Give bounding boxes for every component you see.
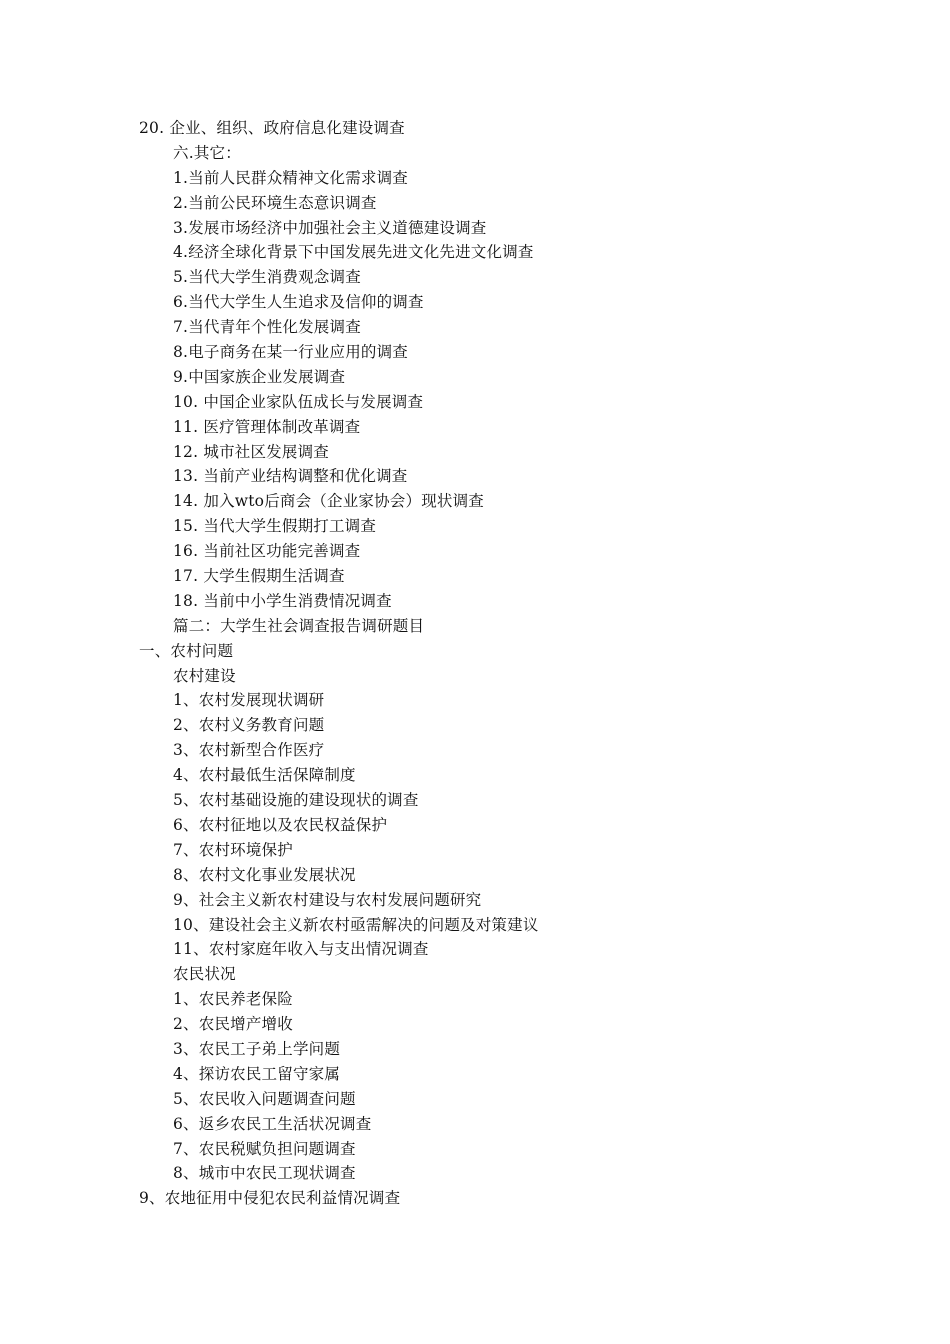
text-line: 六.其它： <box>173 143 241 162</box>
text-line: 6、返乡农民工生活状况调查 <box>173 1114 372 1133</box>
text-line: 农村建设 <box>173 666 236 685</box>
text-line: 20. 企业、组织、政府信息化建设调查 <box>139 119 405 137</box>
text-line: 篇二：大学生社会调查报告调研题目 <box>173 616 425 635</box>
text-line: 农民状况 <box>173 965 236 984</box>
text-line: 4.经济全球化背景下中国发展先进文化先进文化调查 <box>173 243 534 262</box>
text-line: 1.当前人民群众精神文化需求调查 <box>173 168 408 187</box>
text-line: 9、社会主义新农村建设与农村发展问题研究 <box>173 890 482 909</box>
text-line: 一、农村问题 <box>139 641 234 660</box>
text-line: 5.当代大学生消费观念调查 <box>173 268 361 287</box>
text-line: 3.发展市场经济中加强社会主义道德建设调查 <box>173 218 487 237</box>
text-line: 16. 当前社区功能完善调查 <box>173 542 361 561</box>
text-line: 10. 中国企业家队伍成长与发展调查 <box>173 392 424 411</box>
text-line: 7.当代青年个性化发展调查 <box>173 318 361 337</box>
text-line: 9、农地征用中侵犯农民利益情况调查 <box>139 1189 401 1208</box>
text-line: 4、探访农民工留守家属 <box>173 1064 341 1083</box>
document-page <box>0 116 950 1211</box>
text-line: 5、农村基础设施的建设现状的调查 <box>173 791 419 810</box>
text-line: 13. 当前产业结构调整和优化调查 <box>173 467 408 486</box>
text-line: 3、农民工子弟上学问题 <box>173 1039 341 1058</box>
text-line: 7、农民税赋负担问题调查 <box>173 1139 356 1158</box>
text-line: 5、农民收入问题调查问题 <box>173 1089 356 1108</box>
text-line: 1、农村发展现状调研 <box>173 691 325 710</box>
text-line: 18. 当前中小学生消费情况调查 <box>173 591 392 610</box>
text-line: 11. 医疗管理体制改革调查 <box>173 417 361 436</box>
text-line: 2、农民增产增收 <box>173 1015 293 1034</box>
text-line: 8、农村文化事业发展状况 <box>173 865 356 884</box>
text-line: 17. 大学生假期生活调查 <box>173 567 345 586</box>
text-line: 4、农村最低生活保障制度 <box>173 766 356 785</box>
text-line: 1、农民养老保险 <box>173 990 293 1009</box>
text-line: 7、农村环境保护 <box>173 840 293 859</box>
text-line: 6、农村征地以及农民权益保护 <box>173 815 388 834</box>
text-line: 9.中国家族企业发展调查 <box>173 367 346 386</box>
text-line: 6.当代大学生人生追求及信仰的调查 <box>173 293 424 312</box>
text-line: 2.当前公民环境生态意识调查 <box>173 193 377 212</box>
text-line: 2、农村义务教育问题 <box>173 716 325 735</box>
text-line: 8、城市中农民工现状调查 <box>173 1164 356 1183</box>
text-line: 12. 城市社区发展调查 <box>173 442 329 461</box>
text-line: 11、农村家庭年收入与支出情况调查 <box>173 940 429 959</box>
text-line: 14. 加入wto后商会（企业家协会）现状调查 <box>173 492 485 511</box>
text-line: 15. 当代大学生假期打工调查 <box>173 517 377 536</box>
text-line: 10、建设社会主义新农村亟需解决的问题及对策建议 <box>173 915 539 934</box>
text-line: 8.电子商务在某一行业应用的调查 <box>173 343 408 362</box>
text-line: 3、农村新型合作医疗 <box>173 741 325 760</box>
